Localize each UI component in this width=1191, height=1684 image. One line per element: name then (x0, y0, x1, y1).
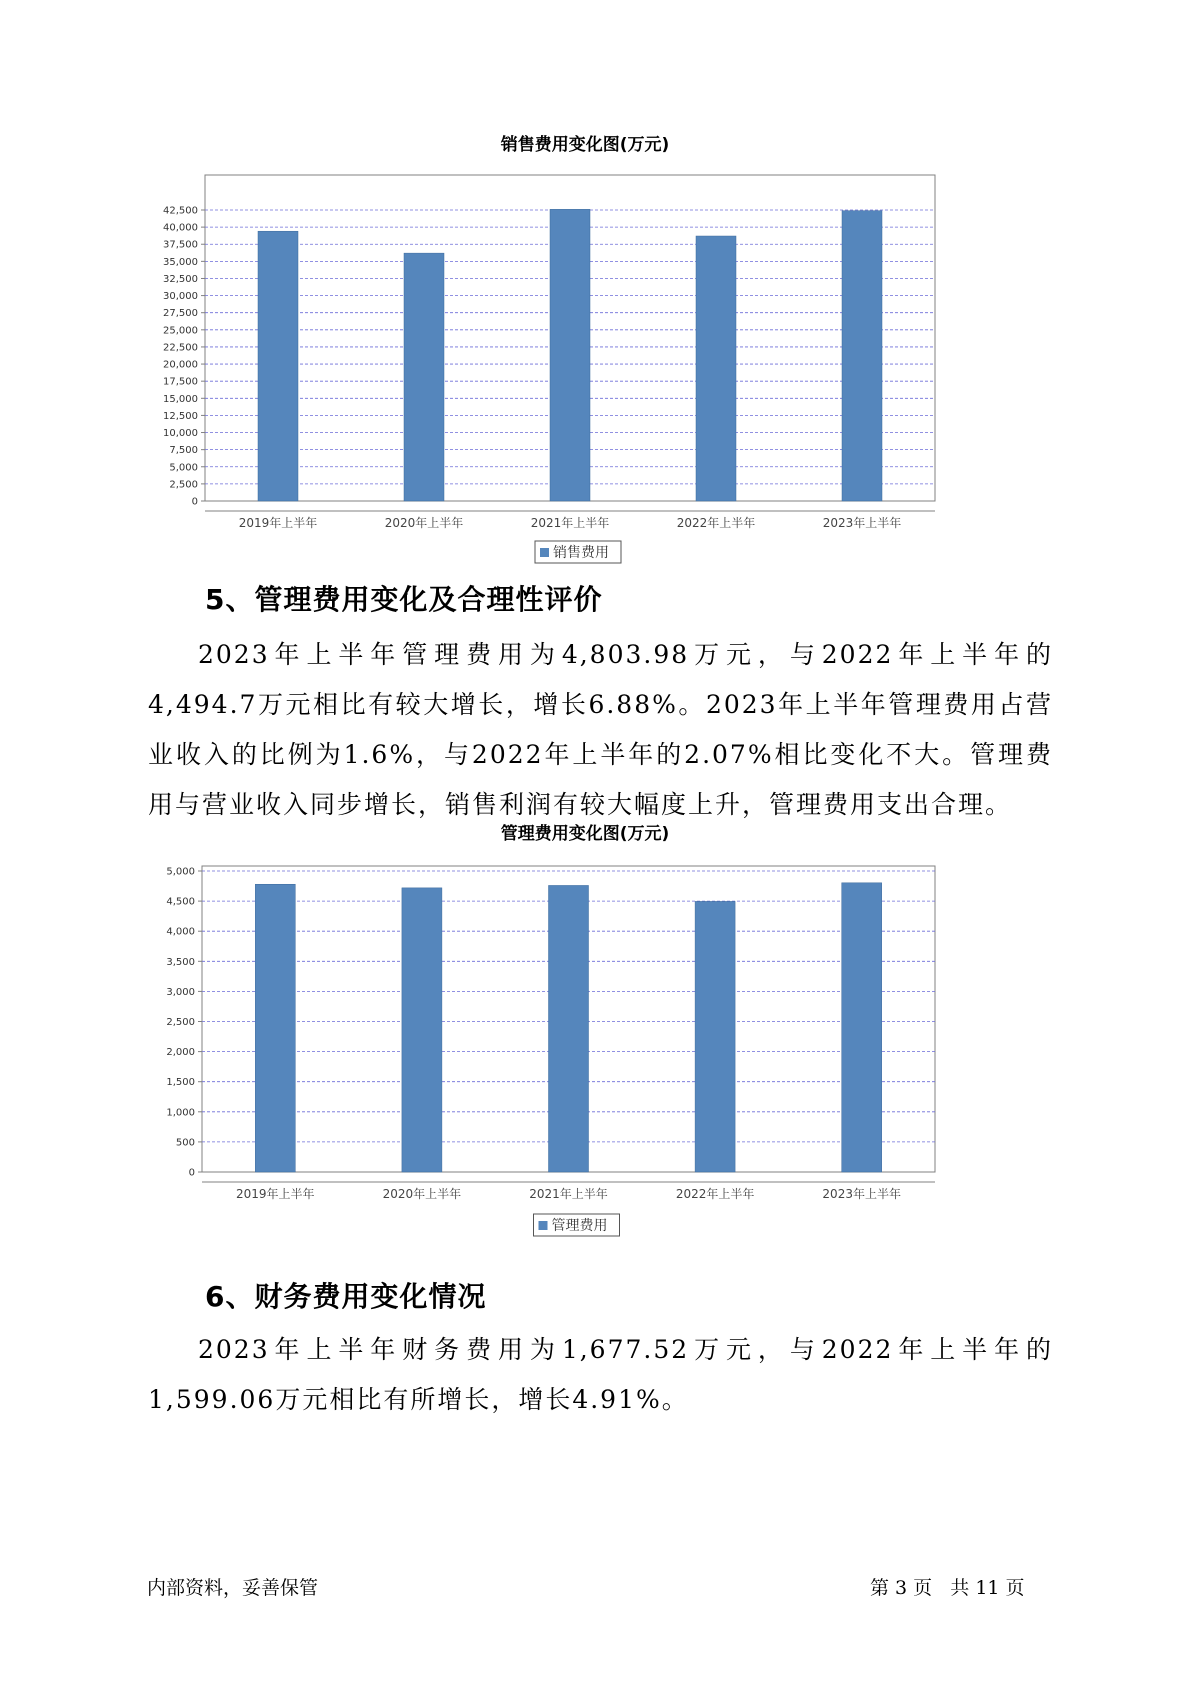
chart-title: 销售费用变化图(万元) (500, 135, 670, 155)
y-tick-label: 1,000 (166, 1107, 195, 1119)
chart-title: 管理费用变化图(万元) (500, 824, 670, 844)
admin-expense-chart (150, 822, 1020, 1280)
x-tick-label: 2020年上半年 (384, 516, 464, 530)
legend-swatch (539, 1221, 548, 1230)
x-tick-label: 2021年上半年 (530, 516, 610, 530)
y-tick-label: 2,500 (169, 479, 198, 491)
y-tick-label: 3,500 (166, 956, 195, 968)
footer-confidential: 内部资料，妥善保管 (147, 1577, 319, 1599)
x-tick-label: 2020年上半年 (382, 1187, 462, 1201)
bar-4 (842, 211, 882, 501)
y-tick-label: 30,000 (163, 291, 198, 303)
y-tick-label: 1,500 (166, 1077, 195, 1089)
x-tick-label: 2022年上半年 (676, 516, 756, 530)
bar-0 (255, 884, 295, 1172)
x-tick-label: 2022年上半年 (675, 1187, 755, 1201)
sales-expense-chart (150, 133, 1020, 581)
y-tick-label: 5,000 (166, 866, 195, 878)
bar-4 (842, 883, 882, 1172)
y-tick-label: 4,000 (166, 926, 195, 938)
y-tick-label: 0 (188, 1167, 195, 1179)
bar-3 (695, 901, 735, 1172)
sales-expense-chart-plot (150, 157, 1020, 577)
x-tick-label: 2019年上半年 (236, 1187, 315, 1201)
x-tick-label: 2021年上半年 (529, 1187, 608, 1201)
footer-page-number: 第 3 页 共 11 页 (870, 1577, 1025, 1599)
y-tick-label: 22,500 (163, 342, 198, 354)
y-tick-label: 4,500 (166, 896, 195, 908)
legend-label: 管理费用 (551, 1218, 608, 1234)
y-tick-label: 12,500 (163, 410, 198, 422)
x-tick-label: 2019年上半年 (238, 516, 318, 530)
y-tick-label: 7,500 (169, 445, 198, 457)
y-tick-label: 35,000 (163, 256, 198, 268)
admin-expense-chart-plot (150, 846, 1020, 1276)
y-tick-label: 17,500 (163, 376, 198, 388)
section6-heading: 6、财务费用变化情况 (205, 1280, 487, 1313)
y-tick-label: 2,500 (166, 1017, 195, 1028)
bar-1 (404, 253, 444, 501)
y-tick-label: 5,000 (169, 462, 198, 474)
y-tick-label: 40,000 (163, 222, 198, 234)
y-tick-label: 10,000 (163, 428, 198, 440)
y-tick-label: 15,000 (163, 393, 198, 405)
x-tick-label: 2023年上半年 (822, 1187, 901, 1201)
x-tick-label: 2023年上半年 (822, 516, 902, 530)
legend (535, 541, 621, 563)
y-tick-label: 20,000 (163, 359, 198, 371)
section6-paragraph: 2023年上半年财务费用为1,677.52万元，与2022年上半年的1,599.06万元相比有所增长，增长4.91%。 (148, 1335, 1053, 1414)
bar-2 (550, 209, 590, 501)
y-tick-label: 27,500 (163, 308, 198, 320)
bar-3 (696, 236, 736, 501)
y-tick-label: 2,000 (166, 1047, 195, 1059)
y-tick-label: 500 (175, 1137, 195, 1149)
bar-2 (549, 885, 589, 1172)
y-tick-label: 37,500 (163, 239, 198, 251)
bar-0 (258, 231, 298, 501)
bar-1 (402, 888, 442, 1172)
legend (534, 1214, 620, 1236)
y-tick-label: 0 (191, 496, 198, 508)
legend-label: 销售费用 (553, 545, 609, 561)
y-tick-label: 42,500 (163, 205, 198, 217)
section5-heading: 5、管理费用变化及合理性评价 (205, 583, 603, 616)
section5-paragraph: 2023年上半年管理费用为4,803.98万元，与2022年上半年的4,494.7万元相比有较大增长，增长6.88%。2023年上半年管理费用占营业收入的比例为1.6%，与2022年上半年的2.07%相比变化不大。管理费用与营业收入同步增长，销售利润有较大幅度上升，管理费用支出合理。 (148, 640, 1053, 819)
legend-swatch (540, 548, 549, 557)
y-tick-label: 3,000 (166, 986, 195, 998)
y-tick-label: 25,000 (163, 325, 198, 337)
y-tick-label: 32,500 (163, 273, 198, 285)
